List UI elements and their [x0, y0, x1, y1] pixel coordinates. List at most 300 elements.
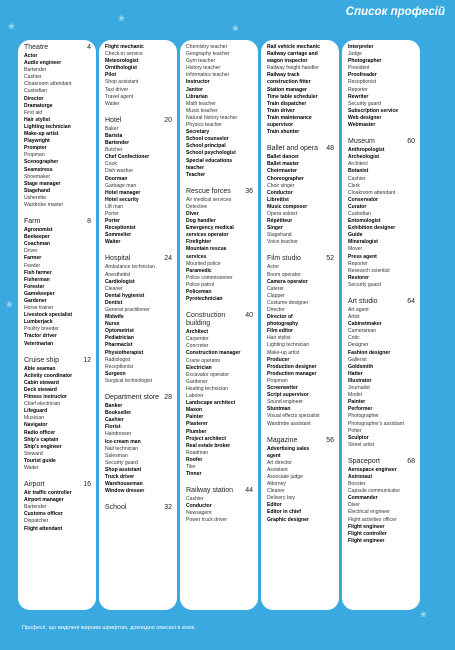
profession-item: Interpreter — [348, 44, 374, 50]
profession-item: Stagehand — [267, 232, 292, 239]
profession-item: Research scientist — [348, 267, 390, 274]
profession-item: Fish farmer — [24, 269, 52, 276]
section-page-number: 12 — [83, 356, 91, 364]
profession-item: Train maintenance — [267, 114, 312, 121]
profession-item: Physiotherapist — [105, 349, 144, 356]
profession-item: Detective — [186, 203, 208, 210]
profession-item: Camera operator — [267, 278, 308, 285]
profession-item: Janitor — [186, 86, 203, 93]
profession-item: Dramaturge — [24, 102, 53, 109]
profession-item: Costume designer — [267, 299, 309, 306]
profession-item: Model — [348, 392, 362, 399]
profession-item: Waiter — [24, 464, 39, 471]
profession-item: Receptionist — [105, 225, 136, 232]
profession-item: Meteorologist — [105, 58, 139, 65]
profession-item: Gym teacher — [186, 58, 216, 65]
profession-item: Associate judge — [267, 473, 303, 480]
profession-section — [24, 357, 93, 472]
profession-list — [24, 490, 93, 533]
profession-item: Security guard — [348, 100, 381, 107]
section-page-number: 16 — [83, 481, 91, 489]
profession-item: Warehouseman — [105, 481, 143, 488]
profession-item: Deck steward — [24, 386, 57, 393]
section-name: Railway station — [186, 487, 234, 495]
profession-item: Chief electrician — [24, 401, 61, 408]
section-title — [186, 487, 255, 495]
profession-item: Roadman — [186, 449, 209, 456]
profession-item: Special educations — [186, 157, 233, 164]
profession-item: Time table scheduler — [267, 93, 318, 100]
profession-item: Aerospace engineer — [348, 466, 397, 473]
profession-item: Flight engineer — [348, 537, 385, 544]
profession-item: Lift man — [105, 203, 124, 210]
section-title — [24, 44, 93, 52]
profession-item: Truck driver — [105, 473, 135, 480]
profession-item: Able seaman — [24, 365, 56, 372]
profession-item: Reporter — [348, 260, 368, 267]
profession-item: Air medical services — [186, 196, 232, 203]
professions-columns — [18, 40, 420, 610]
profession-item: Cabinetmaker — [348, 321, 382, 328]
profession-item: Boom operator — [267, 271, 301, 278]
profession-item: Cashier — [105, 417, 124, 424]
profession-item: Forester — [24, 283, 45, 290]
profession-item: Horse trainer — [24, 305, 54, 312]
profession-item: Designer — [348, 342, 369, 349]
profession-item: Screenwriter — [267, 385, 298, 392]
section-page-number: 4 — [87, 44, 91, 51]
profession-item: Project architect — [186, 435, 226, 442]
profession-item: Dish washer — [105, 168, 134, 175]
profession-item: Flight controller — [348, 530, 387, 537]
profession-item: Newsagent — [186, 510, 212, 517]
profession-item: Stagehand — [24, 187, 51, 194]
profession-item: Delivery boy — [267, 495, 296, 502]
profession-item: Teacher — [186, 171, 206, 178]
profession-item: Barista — [105, 132, 123, 139]
profession-list — [186, 44, 255, 179]
profession-item: Guide — [348, 232, 363, 239]
profession-item: Usherette — [24, 194, 47, 201]
profession-section — [24, 481, 93, 533]
paw-print-icon: ❀ — [8, 22, 15, 31]
profession-item: Wardrobe assistant — [267, 420, 311, 427]
section-title — [186, 312, 255, 328]
profession-item: Cardiologist — [105, 278, 135, 285]
profession-item: Restorer — [348, 274, 369, 281]
profession-item: Entomologist — [348, 218, 381, 225]
section-page-number: 40 — [245, 312, 253, 320]
profession-item: construction fitter — [267, 79, 311, 86]
section-name: Theatre — [24, 44, 49, 51]
profession-item: Cashier — [186, 496, 204, 503]
profession-item: Butcher — [105, 147, 123, 154]
profession-item: Radio officer — [24, 429, 56, 436]
profession-item: Salesman — [105, 452, 128, 459]
profession-item: Sommelier — [105, 232, 132, 239]
profession-item: Pharmacist — [105, 342, 133, 349]
profession-item: Flight engineer — [348, 523, 385, 530]
paw-print-icon: ❀ — [232, 24, 239, 33]
section-title — [267, 437, 336, 445]
profession-item: Seamstress — [24, 166, 53, 173]
profession-item: Police commissioner — [186, 274, 233, 281]
profession-item: Bartender — [105, 140, 130, 147]
profession-item: Doorman — [105, 175, 128, 182]
profession-list — [348, 307, 417, 449]
profession-item: Fashion designer — [348, 349, 391, 356]
profession-item: Train driver — [267, 107, 295, 114]
profession-section — [105, 255, 174, 385]
profession-item: Geography teacher — [186, 51, 230, 58]
profession-item: Emergency medical — [186, 225, 234, 232]
profession-item: Security guard — [105, 459, 138, 466]
professions-column — [18, 40, 96, 610]
profession-item: Conservator — [348, 196, 379, 203]
profession-item: Producer — [267, 356, 290, 363]
section-title — [24, 481, 93, 489]
profession-item: Ship's engineer — [24, 443, 62, 450]
profession-item: Painter — [348, 399, 366, 406]
profession-item: wagon inspector — [267, 58, 308, 65]
profession-item: Lifeguard — [24, 408, 48, 415]
professions-column — [180, 40, 258, 610]
profession-item: Poultry breeder — [24, 326, 59, 333]
profession-item: Anthropologist — [348, 147, 385, 154]
section-name: Art studio — [348, 298, 378, 305]
profession-item: Director of — [267, 314, 293, 321]
profession-item: Sound engineer — [267, 399, 303, 406]
profession-item: Math teacher — [186, 100, 216, 107]
section-title — [267, 145, 336, 153]
profession-item: Visual effects specialist — [267, 413, 320, 420]
profession-section — [267, 437, 336, 524]
profession-item: Art agent — [348, 307, 369, 313]
profession-item: Cleaner — [267, 488, 285, 495]
profession-list — [186, 197, 255, 303]
profession-section — [348, 298, 417, 449]
profession-item: Scenographer — [24, 159, 59, 166]
profession-item: Make-up artist — [267, 349, 300, 356]
profession-item: Ballet dancer — [267, 154, 299, 161]
profession-item: Station manager — [267, 86, 307, 93]
profession-item: Shop assistant — [105, 79, 139, 86]
profession-item: Fitness instructor — [24, 394, 68, 401]
profession-item: Ballet master — [267, 161, 299, 168]
profession-item: Livestock specialist — [24, 312, 73, 319]
profession-item: Security guard — [348, 281, 381, 288]
section-title — [267, 255, 336, 263]
profession-item: Air traffic controller — [24, 490, 72, 497]
section-name: Farm — [24, 218, 41, 226]
profession-list — [105, 44, 174, 108]
profession-item: Photographer — [348, 58, 382, 65]
profession-item: Ice-cream man — [105, 438, 141, 445]
profession-section — [186, 188, 255, 303]
profession-item: Attorney — [267, 481, 286, 488]
profession-item: Botanist — [348, 168, 369, 175]
profession-item: Cleaner — [105, 285, 123, 292]
section-title — [348, 138, 417, 146]
profession-item: Voice teacher — [267, 239, 298, 246]
section-page-number: 48 — [326, 145, 334, 153]
profession-item: Flight mechanic — [105, 44, 144, 50]
profession-item: Porter — [105, 218, 121, 225]
profession-item: Flight activities officer — [348, 516, 397, 523]
footer-note: Професії, що виділені жирним шрифтом, докладно описані в книзі. — [22, 625, 196, 631]
profession-item: Steward — [24, 450, 43, 457]
profession-item: Wardrobe master — [24, 201, 64, 208]
section-title — [105, 394, 174, 402]
section-page-number: 36 — [245, 187, 253, 195]
profession-item: Hotel security — [105, 196, 139, 203]
section-title — [348, 458, 417, 466]
profession-item: Bartender — [24, 504, 47, 511]
profession-item: Choreographer — [267, 175, 304, 182]
profession-list — [24, 366, 93, 472]
profession-item: Illustrator — [348, 377, 372, 384]
profession-item: Propman — [24, 152, 45, 159]
profession-item: Hairdresser — [105, 431, 132, 438]
section-name: Museum — [348, 138, 375, 146]
profession-item: Train shunter — [267, 129, 300, 136]
profession-item: Check-in service — [105, 51, 143, 58]
profession-item: Subscription service — [348, 107, 399, 114]
profession-item: Singer — [267, 225, 283, 232]
section-page-number: 32 — [164, 504, 172, 512]
section-name: Cruise ship — [24, 356, 60, 364]
section-name: Film studio — [267, 255, 301, 263]
section-name: Spaceport — [348, 457, 380, 465]
profession-item: Musician — [24, 415, 45, 422]
profession-item: Firefighter — [186, 239, 212, 246]
profession-item: Excavator operator — [186, 371, 230, 378]
profession-item: General practitioner — [105, 307, 150, 313]
profession-item: Police patrol — [186, 281, 215, 288]
profession-list — [348, 467, 417, 545]
profession-item: Rail vehicle mechanic — [267, 44, 320, 50]
profession-item: School counselor — [186, 136, 229, 143]
section-name: Magazine — [267, 436, 298, 444]
profession-item: Veterinarian — [24, 340, 54, 347]
profession-item: Railway freight handler — [267, 65, 319, 72]
profession-item: Clerk — [348, 182, 360, 189]
profession-item: Curator — [348, 203, 367, 210]
profession-item: Potter — [348, 427, 362, 434]
profession-item: Mason — [186, 407, 203, 414]
section-page-number: 60 — [407, 138, 415, 146]
profession-list — [105, 264, 174, 385]
profession-item: Carpenter — [186, 336, 209, 343]
page-title: Список професій — [345, 6, 445, 18]
profession-item: Driver — [24, 248, 38, 255]
profession-item: Script supervisor — [267, 392, 309, 399]
profession-item: Policeman — [186, 289, 212, 295]
profession-item: Ship's captain — [24, 436, 59, 443]
profession-item: Nurse — [105, 321, 120, 328]
profession-item: Street artist — [348, 441, 375, 448]
profession-list — [267, 44, 336, 136]
profession-item: Custodian — [24, 88, 47, 95]
profession-item: Capsule communicator — [348, 488, 401, 495]
profession-item: Cloakroom attendant — [24, 81, 72, 88]
profession-item: Journalist — [348, 385, 370, 392]
profession-section — [24, 218, 93, 348]
profession-item: Judge — [348, 51, 362, 58]
profession-item: Director — [24, 95, 44, 102]
profession-list — [267, 264, 336, 427]
profession-section — [105, 44, 174, 108]
profession-item: Dentist — [105, 299, 123, 306]
profession-section — [348, 458, 417, 545]
profession-item: Flight attendant — [24, 525, 63, 532]
profession-item: Librettist — [267, 196, 289, 203]
profession-item: Architect — [186, 329, 209, 336]
profession-item: Bartender — [24, 67, 47, 74]
profession-item: Roofer — [186, 456, 203, 463]
profession-item: Choir singer — [267, 182, 295, 189]
profession-item: Paramedic — [186, 267, 212, 274]
profession-item: President — [348, 65, 370, 72]
profession-list — [267, 154, 336, 246]
profession-item: Railway track — [267, 72, 300, 79]
profession-item: Ornithologist — [105, 65, 137, 72]
profession-item: Heating technician — [186, 385, 228, 392]
profession-item: Art director — [267, 459, 292, 466]
profession-item: Real estate broker — [186, 442, 231, 449]
profession-item: Editor — [267, 502, 282, 509]
profession-item: Cloakroom attendant — [348, 189, 396, 196]
profession-item: Chemistry teacher — [186, 44, 228, 50]
section-name: Airport — [24, 481, 45, 489]
profession-section — [105, 504, 174, 512]
section-page-number: 68 — [407, 457, 415, 465]
profession-section — [186, 312, 255, 478]
profession-item: Tractor driver — [24, 333, 57, 340]
profession-section — [24, 44, 93, 209]
profession-item: Agronomist — [24, 227, 53, 234]
profession-item: Stage manager — [24, 180, 61, 187]
profession-item: Mounted police — [186, 260, 221, 267]
profession-list — [348, 147, 417, 289]
profession-item: Propman — [267, 377, 288, 384]
profession-item: Hotel manager — [105, 189, 141, 196]
profession-item: Production manager — [267, 370, 317, 377]
profession-section — [348, 138, 417, 289]
profession-item: photography — [267, 321, 299, 328]
profession-item: Garbage man — [105, 182, 137, 189]
profession-item: Surgeon — [105, 370, 126, 377]
profession-item: Photographer — [348, 413, 379, 420]
profession-item: Advertising sales — [267, 445, 310, 452]
profession-item: Dispatcher — [24, 518, 49, 525]
profession-item: Receptionist — [348, 79, 377, 86]
profession-item: Activity coordinator — [24, 372, 73, 379]
profession-section — [267, 145, 336, 246]
profession-item: Film editor — [267, 328, 294, 335]
profession-item: Tinner — [186, 471, 202, 478]
profession-item: Farmer — [24, 255, 42, 262]
professions-column — [261, 40, 339, 610]
section-name: Rescue forces — [186, 187, 231, 195]
paw-print-icon: ❀ — [118, 14, 125, 23]
profession-item: Florist — [105, 424, 121, 431]
profession-item: Choirmaster — [267, 168, 298, 175]
profession-item: Landscape architect — [186, 400, 236, 407]
profession-item: Assistant — [267, 466, 288, 473]
profession-list — [105, 126, 174, 247]
section-page-number: 64 — [407, 298, 415, 305]
profession-item: Chef Confectioner — [105, 154, 150, 161]
profession-item: Cabin steward — [24, 379, 59, 386]
profession-item: Webmaster — [348, 122, 376, 129]
profession-item: Train dispatcher — [267, 100, 307, 107]
section-title — [24, 218, 93, 226]
profession-item: Pediatrician — [105, 335, 134, 342]
section-page-number: 52 — [326, 255, 334, 263]
profession-item: Pilot — [105, 72, 117, 79]
profession-item: agent — [267, 452, 281, 459]
profession-item: Laborer — [186, 393, 204, 400]
profession-item: Receptionist — [105, 363, 134, 370]
profession-item: Architect — [348, 161, 368, 168]
profession-item: Window dresser — [105, 488, 145, 495]
section-name: Construction building — [186, 312, 226, 328]
section-page-number: 44 — [245, 487, 253, 495]
profession-item: Natural history teacher — [186, 114, 238, 121]
profession-item: Exhibition designer — [348, 225, 396, 232]
profession-item: Goldsmith — [348, 363, 374, 370]
profession-item: Proofreader — [348, 72, 377, 79]
section-title — [24, 357, 93, 365]
profession-item: Travel agent — [105, 93, 134, 100]
profession-item: services — [186, 253, 207, 260]
section-name: Department store — [105, 394, 160, 402]
profession-item: Anesthetist — [105, 271, 131, 278]
profession-list — [24, 53, 93, 209]
profession-item: Plasterer — [186, 421, 208, 428]
profession-item: Photographer's assistant — [348, 420, 404, 427]
profession-item: Hatter — [348, 370, 363, 377]
section-page-number: 8 — [87, 218, 91, 226]
profession-item: Banker — [105, 403, 123, 410]
section-title — [348, 298, 417, 306]
profession-item: Opera soloist — [267, 210, 298, 217]
profession-item: Coachman — [24, 241, 51, 248]
profession-item: Power truck driver — [186, 517, 228, 524]
profession-item: Mountain rescue — [186, 246, 227, 253]
profession-item: Bookseller — [105, 410, 132, 417]
profession-item: Railway carriage and — [267, 51, 318, 58]
profession-item: History teacher — [186, 65, 221, 72]
profession-item: Electrical engineer — [348, 509, 390, 516]
profession-item: Shoemaker — [24, 173, 51, 180]
section-page-number: 56 — [326, 436, 334, 444]
profession-item: Booster — [348, 481, 366, 488]
profession-item: Playwright — [24, 138, 50, 145]
profession-item: School psychologist — [186, 150, 236, 157]
profession-item: Archeologist — [348, 154, 380, 161]
profession-item: Cook — [105, 161, 117, 168]
profession-list — [186, 496, 255, 524]
profession-item: Critic — [348, 335, 360, 342]
profession-item: Mover — [348, 246, 363, 253]
profession-item: Dog handler — [186, 218, 216, 225]
profession-item: Crane operator — [186, 357, 221, 364]
profession-item: Surgical technologist — [105, 377, 153, 384]
profession-item: Cashier — [24, 74, 42, 81]
profession-item: Prompter — [24, 145, 47, 152]
